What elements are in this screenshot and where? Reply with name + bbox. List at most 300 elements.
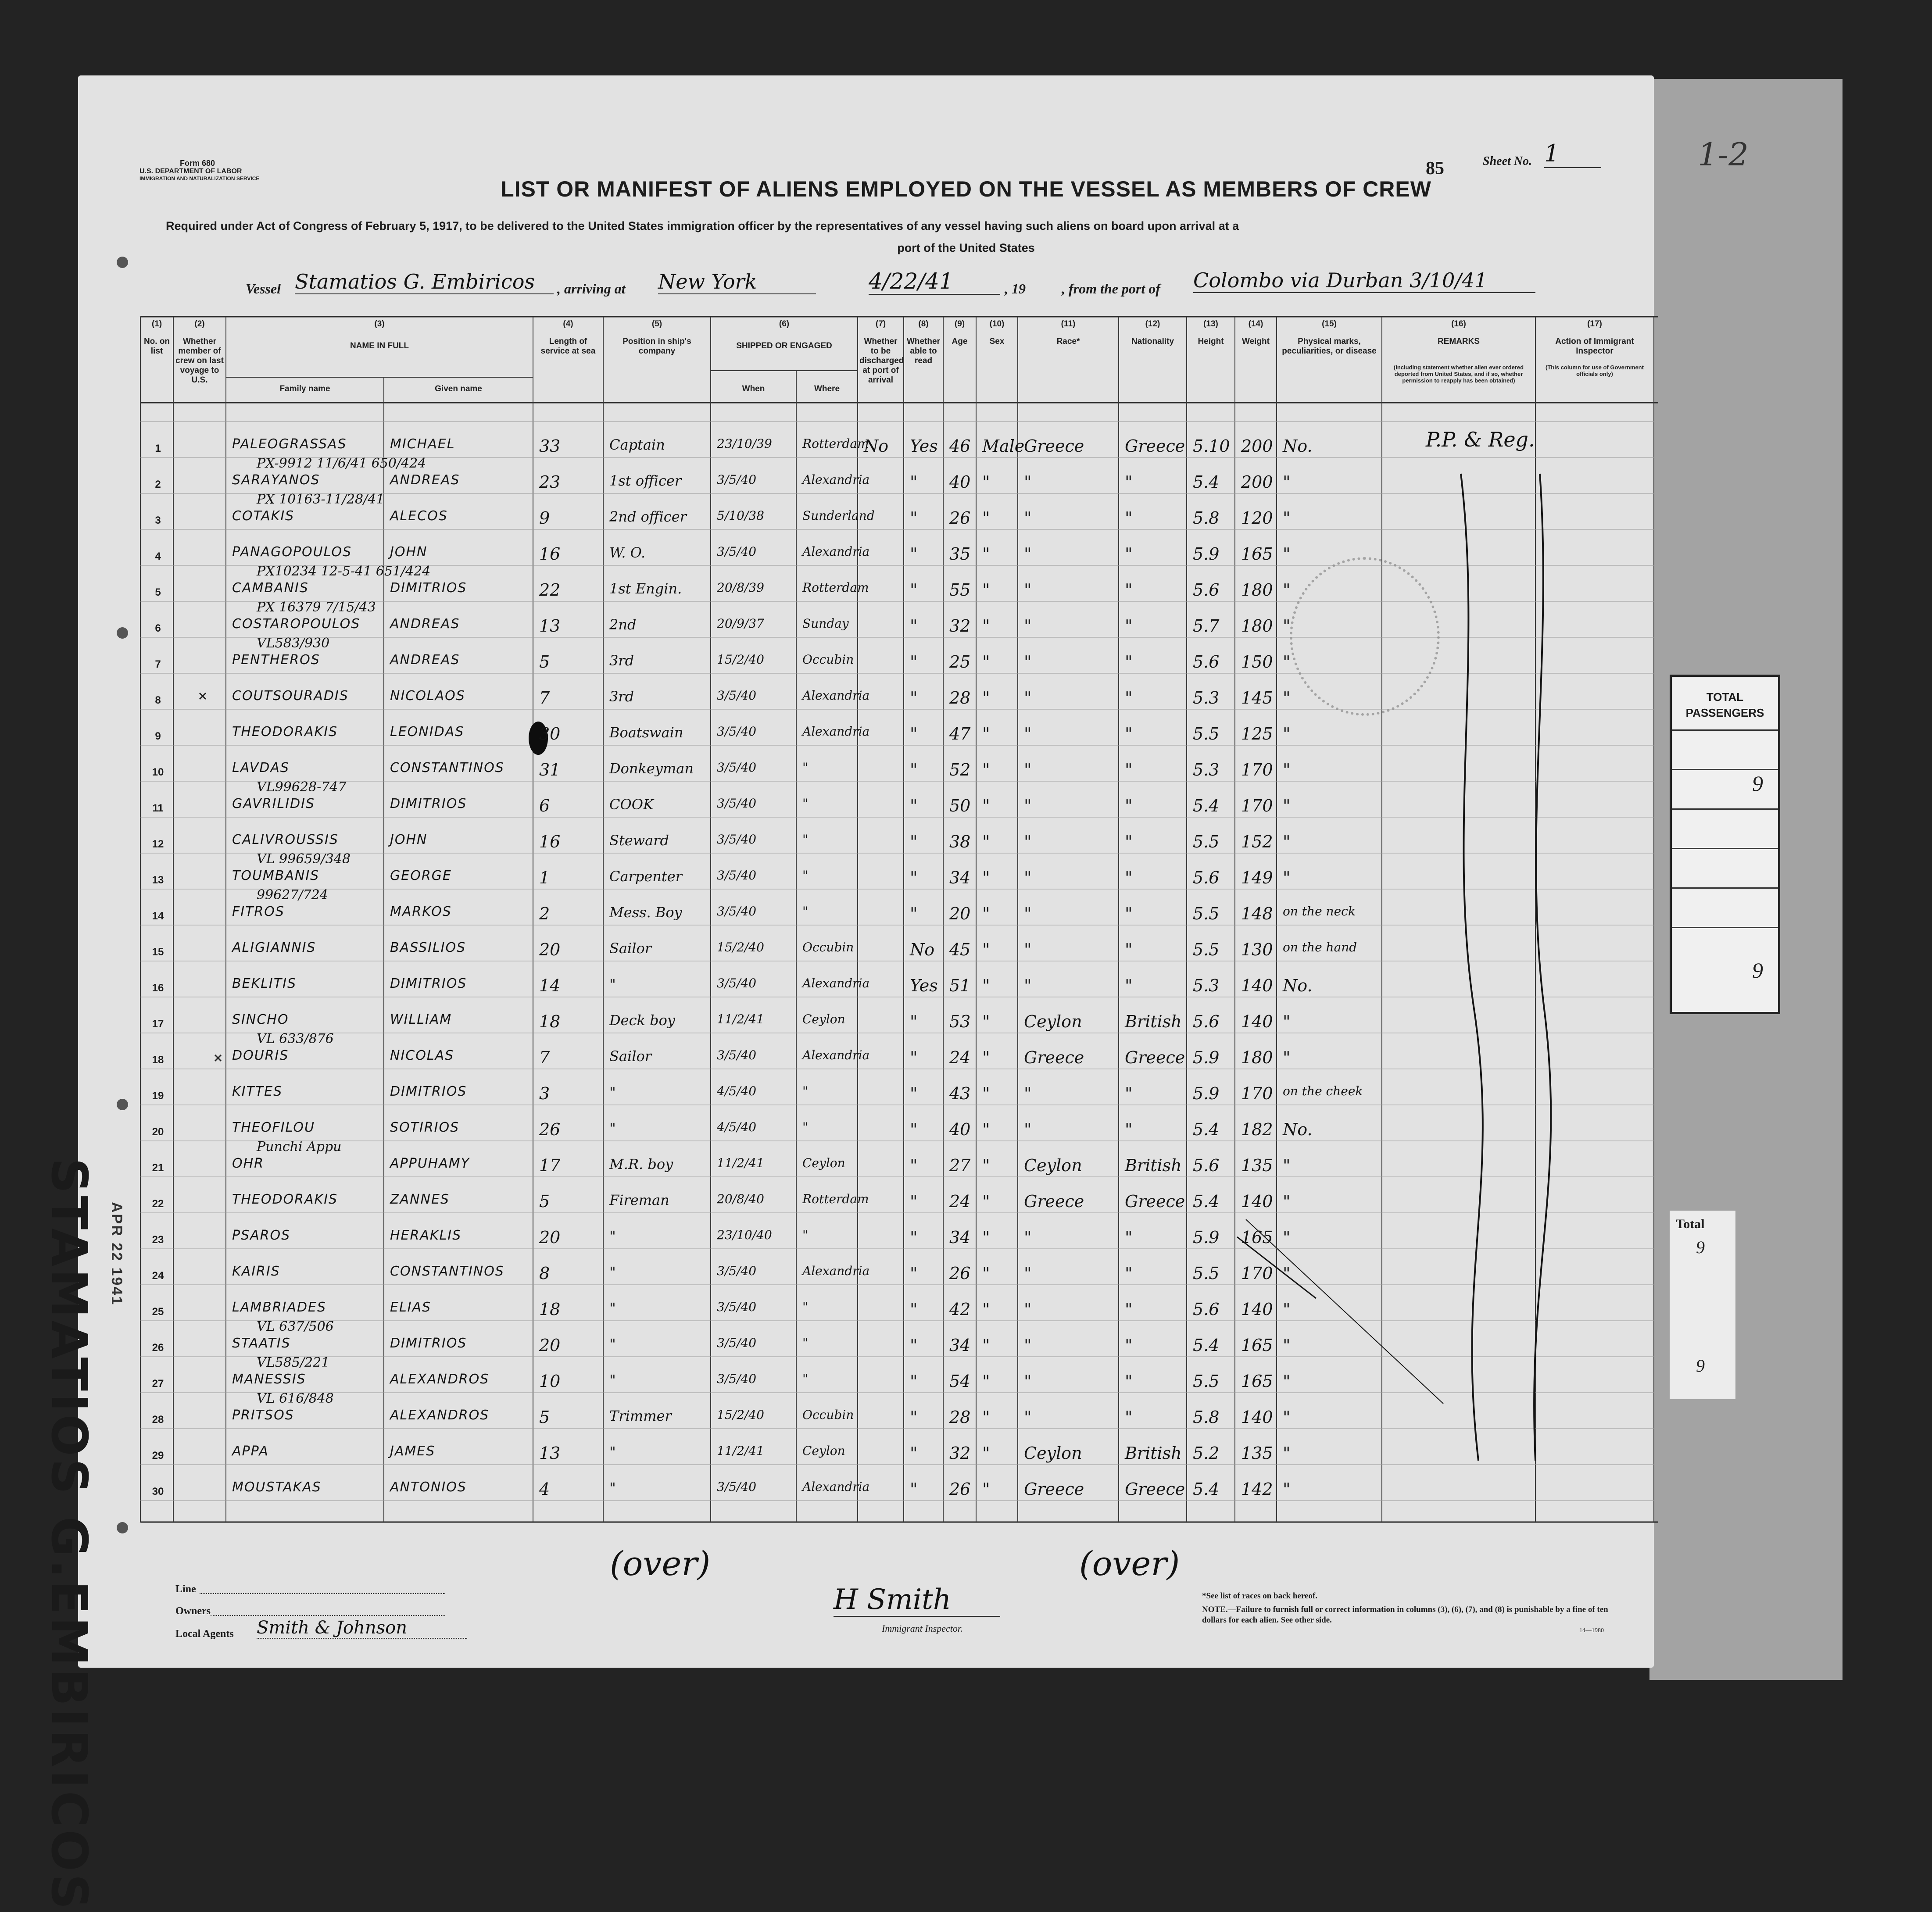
sex: " <box>982 832 990 851</box>
sex: " <box>982 796 990 815</box>
family-name: KITTES <box>232 1084 283 1099</box>
race: " <box>1024 868 1032 887</box>
discharged: No <box>864 436 889 456</box>
physical-marks: " <box>1283 1264 1291 1283</box>
nationality: " <box>1125 1264 1133 1283</box>
row-annotation: VL99628-747 <box>257 779 347 795</box>
column-number: (5) <box>651 319 662 329</box>
age: 46 <box>949 436 971 456</box>
nationality: " <box>1125 1300 1133 1319</box>
service-length: 5 <box>539 1192 550 1211</box>
height: 5.5 <box>1193 940 1220 959</box>
row-annotation: 99627/724 <box>257 887 328 903</box>
shipped-where: Alexandria <box>802 688 870 703</box>
age: 24 <box>949 1192 971 1211</box>
height: 5.4 <box>1193 1192 1220 1211</box>
vessel-label: Vessel <box>246 281 281 297</box>
race: " <box>1024 1372 1032 1391</box>
race: " <box>1024 508 1032 528</box>
race: " <box>1024 1408 1032 1427</box>
height: 5.9 <box>1193 1228 1220 1247</box>
age: 34 <box>949 868 971 887</box>
able-to-read: " <box>910 832 918 851</box>
given-name: APPUHAMY <box>390 1156 470 1171</box>
shipped-when: 4/5/40 <box>717 1120 757 1134</box>
weight: 180 <box>1241 580 1273 600</box>
shipped-where: Sunday <box>802 616 849 631</box>
family-name: CAMBANIS <box>232 580 309 596</box>
row-number: 24 <box>152 1270 164 1282</box>
column-header: SHIPPED OR ENGAGED <box>736 341 832 350</box>
position: Steward <box>609 832 669 849</box>
weight: 125 <box>1241 724 1273 743</box>
given-name: WILLIAM <box>390 1012 452 1027</box>
row-annotation: PX 10163-11/28/41 <box>257 492 385 507</box>
service-length: 26 <box>539 1120 561 1139</box>
row-number: 14 <box>152 910 164 922</box>
row-number: 21 <box>152 1162 164 1174</box>
column-number: (3) <box>374 319 385 329</box>
able-to-read: " <box>910 544 918 564</box>
weight: 149 <box>1241 868 1273 887</box>
column-header: Race* <box>1056 337 1080 346</box>
shipped-where: Ceylon <box>802 1156 845 1170</box>
nationality: " <box>1125 724 1133 743</box>
vessel-name: Stamatios G. Embiricos <box>295 270 554 294</box>
family-name: SINCHO <box>232 1012 289 1027</box>
total-value: 9 <box>1696 1356 1705 1376</box>
weight: 148 <box>1241 904 1273 923</box>
race: " <box>1024 1336 1032 1355</box>
nationality: " <box>1125 1336 1133 1355</box>
row-number: 29 <box>152 1450 164 1462</box>
position: Sailor <box>609 1048 652 1065</box>
shipped-when: 15/2/40 <box>717 1408 764 1422</box>
position: Mess. Boy <box>609 904 682 921</box>
row-number: 20 <box>152 1126 164 1138</box>
position: Deck boy <box>609 1012 675 1029</box>
weight: 165 <box>1241 1228 1273 1247</box>
tally-header: TOTAL PASSENGERS <box>1685 690 1764 719</box>
service-length: 20 <box>539 1228 561 1247</box>
row-annotation: Punchi Appu <box>257 1139 342 1154</box>
service-length: 1 <box>539 868 550 887</box>
line-field <box>200 1593 445 1594</box>
shipped-where: " <box>802 1120 808 1134</box>
shipped-when: 4/5/40 <box>717 1084 757 1098</box>
height: 5.5 <box>1193 724 1220 743</box>
sex: " <box>982 940 990 959</box>
service-length: 20 <box>539 940 561 959</box>
shipped-where: Rotterdam <box>802 1192 869 1206</box>
service-length: 17 <box>539 1156 561 1175</box>
family-name: PANAGOPOULOS <box>232 544 352 560</box>
over-note: (over) <box>610 1544 711 1583</box>
family-name: MANESSIS <box>232 1372 306 1387</box>
able-to-read: " <box>910 1048 918 1067</box>
family-name: GAVRILIDIS <box>232 796 315 811</box>
physical-marks: " <box>1283 724 1291 743</box>
able-to-read: " <box>910 1012 918 1031</box>
row-number: 27 <box>152 1378 164 1390</box>
family-name: TOUMBANIS <box>232 868 320 883</box>
shipped-when: 20/8/40 <box>717 1192 764 1206</box>
race: " <box>1024 1120 1032 1139</box>
position: 2nd officer <box>609 508 687 525</box>
row-annotation: VL583/930 <box>257 636 330 651</box>
tally-value: 9 <box>1752 771 1763 796</box>
shipped-where: Occubin <box>802 940 854 954</box>
age: 24 <box>949 1048 971 1067</box>
shipped-where: " <box>802 868 808 883</box>
nationality: " <box>1125 1372 1133 1391</box>
physical-marks: " <box>1283 1228 1291 1247</box>
height: 5.4 <box>1193 472 1220 492</box>
weight: 140 <box>1241 1192 1273 1211</box>
sex: " <box>982 1300 990 1319</box>
race: Ceylon <box>1024 1012 1082 1031</box>
arrival-date: 4/22/41 <box>869 268 1000 295</box>
given-name: DIMITRIOS <box>390 796 467 811</box>
able-to-read: " <box>910 1084 918 1103</box>
age: 28 <box>949 688 971 708</box>
sex: " <box>982 1084 990 1103</box>
race: " <box>1024 760 1032 779</box>
nationality: " <box>1125 1120 1133 1139</box>
nationality: " <box>1125 544 1133 564</box>
shipped-when: 3/5/40 <box>717 1264 757 1278</box>
service-length: 18 <box>539 1012 561 1031</box>
position: " <box>609 1336 616 1352</box>
given-name: DIMITRIOS <box>390 976 467 991</box>
given-name: MARKOS <box>390 904 452 919</box>
weight: 165 <box>1241 1336 1273 1355</box>
height: 5.2 <box>1193 1444 1220 1463</box>
weight: 165 <box>1241 544 1273 564</box>
height: 5.4 <box>1193 1120 1220 1139</box>
family-name: THEODORAKIS <box>232 724 338 740</box>
able-to-read: " <box>910 1192 918 1211</box>
age: 55 <box>949 580 971 600</box>
family-name: THEODORAKIS <box>232 1192 338 1207</box>
shipped-when: 3/5/40 <box>717 1480 757 1494</box>
race: Greece <box>1024 1480 1084 1499</box>
column-header: Position in ship's company <box>623 337 691 356</box>
position: " <box>609 1300 616 1316</box>
subtitle: Required under Act of Congress of February 5, 1917, to be delivered to the United States immigration officer by the representatives of any vessel having such aliens on board upon arrival at a <box>166 219 1239 232</box>
race: " <box>1024 688 1032 708</box>
position: Fireman <box>609 1192 669 1208</box>
family-name: LAMBRIADES <box>232 1300 327 1315</box>
service-length: 14 <box>539 976 561 995</box>
column-number: (8) <box>918 319 929 329</box>
weight: 165 <box>1241 1372 1273 1391</box>
given-name: DIMITRIOS <box>390 1084 467 1099</box>
service-length: 23 <box>539 472 561 492</box>
able-to-read: " <box>910 1228 918 1247</box>
physical-marks: " <box>1283 796 1291 815</box>
shipped-when: 20/8/39 <box>717 580 764 595</box>
position: COOK <box>609 796 654 813</box>
age: 53 <box>949 1012 971 1031</box>
able-to-read: " <box>910 472 918 492</box>
nationality: " <box>1125 1408 1133 1427</box>
column-number: (4) <box>563 319 573 329</box>
column-header: Whether able to read <box>907 337 940 365</box>
column-header: Whether to be discharged at port of arrival <box>859 337 904 385</box>
able-to-read: " <box>910 1156 918 1175</box>
height: 5.5 <box>1193 1372 1220 1391</box>
weight: 130 <box>1241 940 1273 959</box>
given-name: NICOLAOS <box>390 688 465 704</box>
given-name: BASSILIOS <box>390 940 466 955</box>
race: " <box>1024 472 1032 492</box>
column-header: Nationality <box>1131 337 1174 346</box>
able-to-read: No <box>910 940 935 959</box>
weight: 145 <box>1241 688 1273 708</box>
shipped-where: Alexandria <box>802 1264 870 1278</box>
row-number: 4 <box>155 550 161 562</box>
shipped-where: " <box>802 1336 808 1350</box>
height: 5.6 <box>1193 580 1220 600</box>
inspector-label: Immigrant Inspector. <box>882 1623 963 1634</box>
race: Greece <box>1024 436 1084 456</box>
nationality: " <box>1125 868 1133 887</box>
column-header: Action of Immigrant Inspector <box>1555 337 1634 356</box>
family-name: COSTAROPOULOS <box>232 616 361 632</box>
nationality: " <box>1125 796 1133 815</box>
nationality: Greece <box>1125 1480 1185 1499</box>
height: 5.4 <box>1193 1480 1220 1499</box>
row-number: 13 <box>152 874 164 886</box>
row-annotation: VL585/221 <box>257 1355 330 1370</box>
column-number: (15) <box>1322 319 1337 329</box>
shipped-where: Ceylon <box>802 1012 845 1026</box>
service-length: 16 <box>539 832 561 851</box>
sex: " <box>982 652 990 672</box>
service-length: 8 <box>539 1264 550 1283</box>
shipped-when: 3/5/40 <box>717 760 757 775</box>
service-length: 13 <box>539 616 561 636</box>
shipped-when: 3/5/40 <box>717 904 757 918</box>
family-name: MOUSTAKAS <box>232 1480 322 1495</box>
race: " <box>1024 1084 1032 1103</box>
weight: 120 <box>1241 508 1273 528</box>
given-name: ANDREAS <box>390 616 460 632</box>
age: 32 <box>949 616 971 636</box>
shipped-when: 3/5/40 <box>717 688 757 703</box>
race: Greece <box>1024 1048 1084 1067</box>
able-to-read: " <box>910 1264 918 1283</box>
weight: 170 <box>1241 760 1273 779</box>
able-to-read: " <box>910 616 918 636</box>
shipped-when: 20/9/37 <box>717 616 764 631</box>
height: 5.6 <box>1193 868 1220 887</box>
nationality: " <box>1125 904 1133 923</box>
nationality: British <box>1125 1012 1182 1031</box>
sex: " <box>982 616 990 636</box>
from-port-label: , from the port of <box>1062 281 1160 297</box>
height: 5.9 <box>1193 1048 1220 1067</box>
physical-marks: " <box>1283 1336 1291 1355</box>
family-name: PENTHEROS <box>232 652 320 668</box>
shipped-when: 3/5/40 <box>717 1048 757 1062</box>
row-number: 11 <box>152 802 164 814</box>
physical-marks: " <box>1283 1300 1291 1319</box>
row-annotation: PX 16379 7/15/43 <box>257 600 376 615</box>
form-number: Form 680 <box>180 159 215 168</box>
physical-marks: " <box>1283 580 1291 600</box>
shipped-when: 11/2/41 <box>717 1156 764 1170</box>
given-name: DIMITRIOS <box>390 1336 467 1351</box>
able-to-read: " <box>910 1372 918 1391</box>
nationality: " <box>1125 472 1133 492</box>
sex: " <box>982 1408 990 1427</box>
given-name: LEONIDAS <box>390 724 465 740</box>
column-note: (Including statement whether alien ever ordered deported from United States, and if so, whether permission to reapply has been obtained) <box>1393 364 1524 384</box>
row-annotation: VL 637/506 <box>257 1319 334 1334</box>
weight: 182 <box>1241 1120 1273 1139</box>
service-length: 31 <box>539 760 561 779</box>
race: " <box>1024 904 1032 923</box>
height: 5.3 <box>1193 760 1220 779</box>
able-to-read: " <box>910 904 918 923</box>
position: " <box>609 1264 616 1280</box>
column-number: (12) <box>1145 319 1160 329</box>
local-agents: Smith & Johnson <box>257 1618 467 1639</box>
age: 35 <box>949 544 971 564</box>
weight: 140 <box>1241 1300 1273 1319</box>
column-number: (14) <box>1248 319 1263 329</box>
penalty-note: NOTE.—Failure to furnish full or correct information in columns (3), (6), (7), and (8) is punishable by a fine of ten dollars for each alien. See other side. <box>1202 1605 1608 1625</box>
nationality: " <box>1125 688 1133 708</box>
service-length: 10 <box>539 1372 561 1391</box>
age: 54 <box>949 1372 971 1391</box>
weight: 152 <box>1241 832 1273 851</box>
row-annotation: PX-9912 11/6/41 650/424 <box>257 456 426 471</box>
shipped-where: Rotterdam <box>802 436 869 451</box>
column-header: REMARKS <box>1437 337 1480 346</box>
column-header: Age <box>952 337 968 346</box>
weight: 140 <box>1241 1012 1273 1031</box>
given-name: ALECOS <box>390 508 448 524</box>
shipped-where: Alexandria <box>802 1048 870 1062</box>
column-header: Length of service at sea <box>540 337 596 356</box>
nationality: " <box>1125 760 1133 779</box>
shipped-when: 5/10/38 <box>717 508 764 523</box>
sex: " <box>982 1192 990 1211</box>
height: 5.8 <box>1193 1408 1220 1427</box>
shipped-where: " <box>802 1372 808 1386</box>
age: 40 <box>949 1120 971 1139</box>
height: 5.3 <box>1193 976 1220 995</box>
shipped-where: " <box>802 760 808 775</box>
column-number: (11) <box>1061 319 1076 329</box>
family-name: STAATIS <box>232 1336 291 1351</box>
service-length: 33 <box>539 436 561 456</box>
service-length: 18 <box>539 1300 561 1319</box>
sex: Male <box>982 436 1025 456</box>
service-length: 6 <box>539 796 550 815</box>
family-name: DOURIS <box>232 1048 289 1063</box>
able-to-read: " <box>910 1120 918 1139</box>
shipped-where: Alexandria <box>802 1480 870 1494</box>
page-title: LIST OR MANIFEST OF ALIENS EMPLOYED ON THE VESSEL AS MEMBERS OF CREW <box>501 177 1431 201</box>
service-length: 22 <box>539 580 561 600</box>
weight: 135 <box>1241 1444 1273 1463</box>
position: 1st Engin. <box>609 580 682 597</box>
weight: 170 <box>1241 1084 1273 1103</box>
physical-marks: " <box>1283 1444 1291 1463</box>
able-to-read: " <box>910 1444 918 1463</box>
row-number: 12 <box>152 838 164 850</box>
physical-marks: on the hand <box>1283 940 1357 954</box>
physical-marks: " <box>1283 616 1291 636</box>
physical-marks: " <box>1283 1480 1291 1499</box>
sheet-number: 1 <box>1544 139 1601 168</box>
arriving-label: , arriving at <box>557 281 626 297</box>
age: 25 <box>949 652 971 672</box>
physical-marks: " <box>1283 1048 1291 1067</box>
age: 26 <box>949 1480 971 1499</box>
shipped-when: 3/5/40 <box>717 724 757 739</box>
family-name: CALIVROUSSIS <box>232 832 339 847</box>
shipped-where: Alexandria <box>802 544 870 559</box>
sex: " <box>982 904 990 923</box>
height: 5.9 <box>1193 1084 1220 1103</box>
physical-marks: on the neck <box>1283 904 1356 918</box>
weight: 135 <box>1241 1156 1273 1175</box>
shipped-when: 3/5/40 <box>717 1300 757 1314</box>
physical-marks: " <box>1283 868 1291 887</box>
height: 5.4 <box>1193 796 1220 815</box>
tally-value: 9 <box>1752 958 1763 983</box>
given-name: JOHN <box>390 544 428 560</box>
shipped-where: Rotterdam <box>802 580 869 595</box>
race: Ceylon <box>1024 1444 1082 1463</box>
remarks-note: P.P. & Reg. <box>1426 428 1535 451</box>
position: " <box>609 1480 616 1496</box>
service-length: 5 <box>539 1408 550 1427</box>
shipped-when: 3/5/40 <box>717 1336 757 1350</box>
race: " <box>1024 976 1032 995</box>
race: Greece <box>1024 1192 1084 1211</box>
family-name: PSAROS <box>232 1228 291 1243</box>
shipped-where: Alexandria <box>802 472 870 487</box>
physical-marks: " <box>1283 760 1291 779</box>
height: 5.5 <box>1193 904 1220 923</box>
position: Trimmer <box>609 1408 672 1424</box>
form-code: 14—1980 <box>1579 1627 1604 1634</box>
row-annotation: VL 633/876 <box>257 1031 334 1047</box>
age: 50 <box>949 796 971 815</box>
row-number: 5 <box>155 586 161 598</box>
row-number: 30 <box>152 1486 164 1497</box>
given-name: ELIAS <box>390 1300 432 1315</box>
sex: " <box>982 544 990 564</box>
race: " <box>1024 616 1032 636</box>
given-name: SOTIRIOS <box>390 1120 460 1135</box>
column-header: Height <box>1198 337 1224 346</box>
row-number: 18 <box>152 1054 164 1066</box>
column-header: NAME IN FULL <box>350 341 409 350</box>
shipped-where: Alexandria <box>802 724 870 739</box>
sex: " <box>982 1264 990 1283</box>
shipped-where: Sunderland <box>802 508 875 523</box>
sex: " <box>982 472 990 492</box>
sex: " <box>982 1336 990 1355</box>
given-name: ANDREAS <box>390 652 460 668</box>
